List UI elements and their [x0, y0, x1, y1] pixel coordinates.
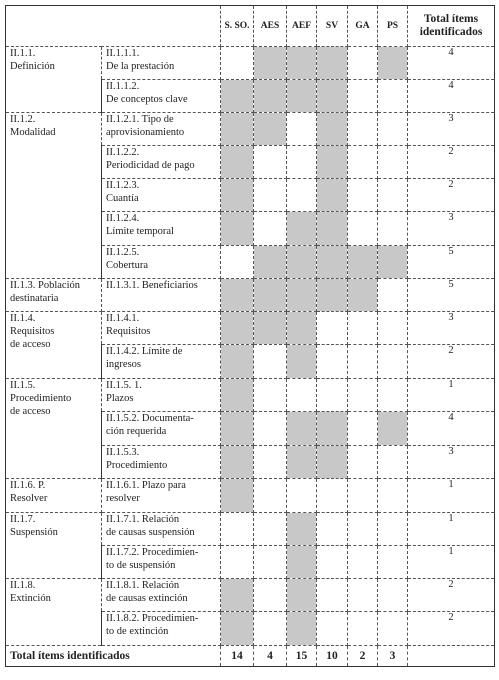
empty-cell: [221, 546, 254, 579]
item-label: II.1.6.1. Plazo para resolver: [102, 479, 221, 513]
item-label: II.1.7.2. Procedimien- to de suspensión: [102, 546, 221, 579]
marked-cell: [221, 113, 254, 146]
column-total: 4: [254, 646, 287, 667]
row-total: 1: [408, 513, 495, 546]
item-label: II.1.5.3. Procedimiento: [102, 446, 221, 479]
empty-cell: [317, 579, 348, 612]
empty-cell: [254, 513, 287, 546]
item-label: II.1.2.1. Tipo de aprovisionamiento: [102, 113, 221, 146]
group-label: II.1.6. P. Resolver: [6, 479, 102, 513]
marked-cell: [287, 279, 317, 312]
item-label: II.1.2.3. Cuantía: [102, 179, 221, 212]
marked-cell: [221, 579, 254, 612]
marked-cell: [348, 279, 378, 312]
marked-cell: [287, 345, 317, 379]
marked-cell: [221, 312, 254, 345]
table-row: [6, 113, 495, 146]
column-total: 3: [378, 646, 408, 667]
marked-cell: [287, 579, 317, 612]
marked-cell: [254, 246, 287, 279]
total-column-header: Total ítems identificados: [408, 6, 495, 47]
column-header: AES: [254, 6, 287, 47]
marked-cell: [317, 146, 348, 179]
empty-cell: [378, 279, 408, 312]
empty-cell: [287, 379, 317, 412]
empty-cell: [317, 546, 348, 579]
marked-cell: [221, 412, 254, 446]
empty-cell: [287, 479, 317, 513]
item-label: II.1.2.4. Límite temporal: [102, 212, 221, 246]
empty-cell: [221, 246, 254, 279]
empty-cell: [348, 612, 378, 646]
group-label: II.1.4. Requisitos de acceso: [6, 312, 102, 379]
empty-cell: [378, 345, 408, 379]
table-row: [6, 47, 495, 80]
table-row: [6, 479, 495, 513]
header-row: [6, 6, 495, 47]
row-total: 4: [408, 80, 495, 113]
empty-cell: [287, 113, 317, 146]
empty-cell: [378, 612, 408, 646]
group-label: II.1.7. Suspensión: [6, 513, 102, 579]
empty-cell: [378, 179, 408, 212]
group-label: II.1.8. Extinción: [6, 579, 102, 646]
empty-cell: [254, 579, 287, 612]
table-row: [6, 579, 495, 612]
item-label: II.1.8.1. Relación de causas extinción: [102, 579, 221, 612]
empty-cell: [254, 446, 287, 479]
empty-cell: [348, 47, 378, 80]
empty-cell: [378, 212, 408, 246]
marked-cell: [287, 47, 317, 80]
marked-cell: [348, 246, 378, 279]
row-total: 4: [408, 47, 495, 80]
empty-cell: [287, 146, 317, 179]
group-label: II.1.5. Procedimiento de acceso: [6, 379, 102, 479]
empty-cell: [348, 579, 378, 612]
row-total: 5: [408, 279, 495, 312]
empty-cell: [317, 345, 348, 379]
footer-empty-cell: [408, 646, 495, 667]
empty-cell: [378, 513, 408, 546]
item-label: II.1.3.1. Beneficiarios: [102, 279, 221, 312]
marked-cell: [254, 312, 287, 345]
column-header: S. SO.: [221, 6, 254, 47]
empty-cell: [317, 312, 348, 345]
empty-cell: [378, 312, 408, 345]
footer-label: Total ítems identificados: [6, 646, 221, 667]
empty-cell: [378, 146, 408, 179]
empty-cell: [378, 80, 408, 113]
empty-cell: [348, 80, 378, 113]
empty-cell: [348, 345, 378, 379]
column-header: SV: [317, 6, 348, 47]
empty-cell: [254, 345, 287, 379]
marked-cell: [317, 179, 348, 212]
empty-cell: [378, 113, 408, 146]
empty-cell: [348, 146, 378, 179]
marked-cell: [221, 146, 254, 179]
group-label: II.1.2. Modalidad: [6, 113, 102, 279]
item-label: II.1.2.2. Periodicidad de pago: [102, 146, 221, 179]
row-total: 2: [408, 579, 495, 612]
empty-cell: [317, 479, 348, 513]
marked-cell: [317, 80, 348, 113]
empty-cell: [317, 612, 348, 646]
empty-cell: [378, 446, 408, 479]
empty-cell: [317, 513, 348, 546]
marked-cell: [378, 246, 408, 279]
empty-cell: [348, 379, 378, 412]
marked-cell: [254, 113, 287, 146]
empty-cell: [254, 179, 287, 212]
item-label: II.1.4.2. Límite de ingresos: [102, 345, 221, 379]
empty-cell: [221, 47, 254, 80]
empty-cell: [254, 212, 287, 246]
marked-cell: [317, 412, 348, 446]
marked-cell: [378, 47, 408, 80]
empty-cell: [348, 113, 378, 146]
marked-cell: [287, 546, 317, 579]
marked-cell: [317, 113, 348, 146]
row-total: 2: [408, 179, 495, 212]
items-table: [5, 5, 495, 667]
row-total: 2: [408, 146, 495, 179]
empty-cell: [221, 513, 254, 546]
row-total: 3: [408, 113, 495, 146]
empty-cell: [254, 379, 287, 412]
empty-cell: [348, 312, 378, 345]
empty-cell: [254, 546, 287, 579]
group-label: II.1.1. Definición: [6, 47, 102, 113]
empty-cell: [348, 412, 378, 446]
marked-cell: [221, 80, 254, 113]
row-total: 4: [408, 412, 495, 446]
header-blank: [6, 6, 221, 47]
item-label: II.1.1.1. De la prestación: [102, 47, 221, 80]
group-label: II.1.3. Población destinataria: [6, 279, 102, 312]
column-total: 2: [348, 646, 378, 667]
item-label: II.1.7.1. Relación de causas suspensión: [102, 513, 221, 546]
marked-cell: [317, 279, 348, 312]
empty-cell: [378, 579, 408, 612]
marked-cell: [287, 513, 317, 546]
marked-cell: [317, 47, 348, 80]
empty-cell: [378, 379, 408, 412]
empty-cell: [254, 612, 287, 646]
row-total: 2: [408, 345, 495, 379]
item-label: II.1.2.5. Cobertura: [102, 246, 221, 279]
row-total: 1: [408, 546, 495, 579]
row-total: 3: [408, 212, 495, 246]
marked-cell: [221, 212, 254, 246]
column-header: AEF: [287, 6, 317, 47]
column-header: GA: [348, 6, 378, 47]
empty-cell: [287, 179, 317, 212]
marked-cell: [221, 345, 254, 379]
column-total: 15: [287, 646, 317, 667]
empty-cell: [348, 179, 378, 212]
empty-cell: [348, 546, 378, 579]
item-label: II.1.5. 1. Plazos: [102, 379, 221, 412]
marked-cell: [317, 212, 348, 246]
item-label: II.1.4.1. Requisitos: [102, 312, 221, 345]
item-label: II.1.1.2. De conceptos clave: [102, 80, 221, 113]
item-label: II.1.5.2. Documenta- ción requerida: [102, 412, 221, 446]
marked-cell: [254, 279, 287, 312]
empty-cell: [254, 479, 287, 513]
row-total: 3: [408, 446, 495, 479]
empty-cell: [348, 446, 378, 479]
table-row: [6, 312, 495, 345]
marked-cell: [254, 80, 287, 113]
marked-cell: [287, 246, 317, 279]
marked-cell: [221, 479, 254, 513]
column-total: 10: [317, 646, 348, 667]
column-header: PS: [378, 6, 408, 47]
column-total: 14: [221, 646, 254, 667]
table-row: [6, 279, 495, 312]
marked-cell: [287, 412, 317, 446]
empty-cell: [378, 479, 408, 513]
row-total: 5: [408, 246, 495, 279]
marked-cell: [221, 446, 254, 479]
table-row: [6, 513, 495, 546]
row-total: 2: [408, 612, 495, 646]
footer-row: [6, 646, 495, 667]
empty-cell: [348, 479, 378, 513]
marked-cell: [317, 446, 348, 479]
table-row: [6, 379, 495, 412]
empty-cell: [254, 412, 287, 446]
empty-cell: [348, 513, 378, 546]
empty-cell: [378, 546, 408, 579]
marked-cell: [287, 446, 317, 479]
row-total: 1: [408, 379, 495, 412]
marked-cell: [378, 412, 408, 446]
marked-cell: [221, 279, 254, 312]
row-total: 3: [408, 312, 495, 345]
empty-cell: [317, 379, 348, 412]
marked-cell: [287, 612, 317, 646]
marked-cell: [221, 179, 254, 212]
marked-cell: [221, 379, 254, 412]
row-total: 1: [408, 479, 495, 513]
marked-cell: [254, 47, 287, 80]
marked-cell: [221, 612, 254, 646]
marked-cell: [287, 80, 317, 113]
marked-cell: [287, 312, 317, 345]
item-label: II.1.8.2. Procedimien- to de extinción: [102, 612, 221, 646]
marked-cell: [287, 212, 317, 246]
marked-cell: [317, 246, 348, 279]
empty-cell: [348, 212, 378, 246]
empty-cell: [254, 146, 287, 179]
